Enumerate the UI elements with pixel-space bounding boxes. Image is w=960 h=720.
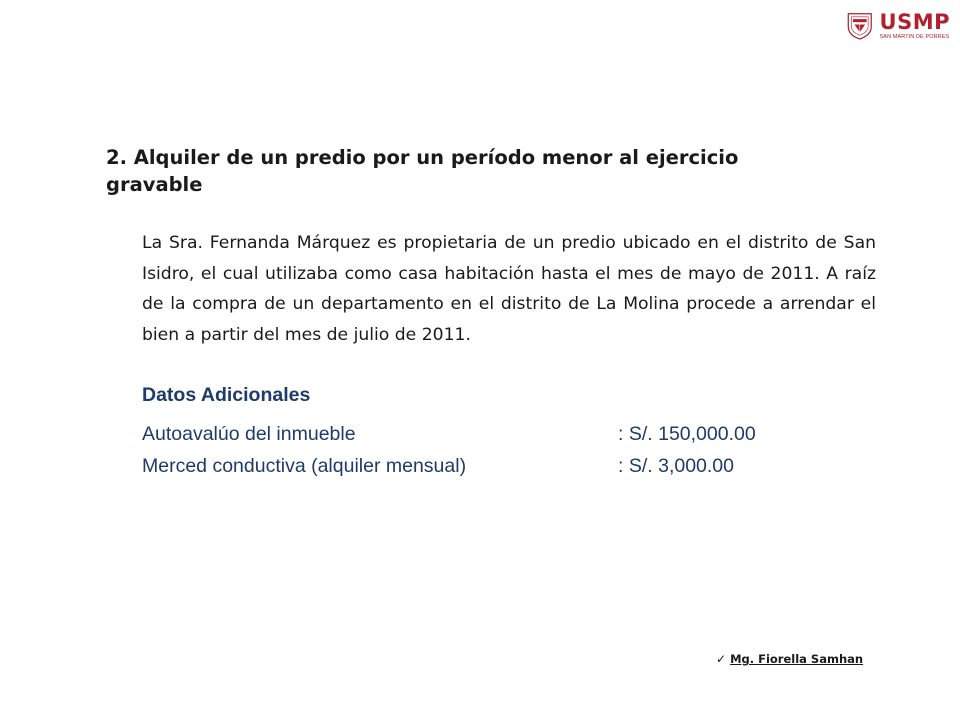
logo-wordmark: USMP <box>879 9 950 34</box>
additional-data-heading: Datos Adicionales <box>142 384 311 406</box>
usmp-logo <box>846 6 950 46</box>
case-paragraph: La Sra. Fernanda Márquez es propietaria de un predio ubicado en el distrito de San Isidro, el cual utilizaba como casa habitación hasta el mes de mayo de 2011. A raíz de la compra de un departamento en el distrito de La Molina procede a arrendar el bien a partir del mes de julio de 2011. <box>142 233 876 345</box>
slide-title: 2. Alquiler de un predio por un período menor al ejercicio gravable <box>106 146 739 196</box>
checkmark-icon: ✓ <box>716 652 727 666</box>
university-seal-icon <box>846 7 874 45</box>
data-row-value: : S/. 150,000.00 <box>618 423 756 445</box>
data-row-label: Merced conductiva (alquiler mensual) <box>142 455 467 477</box>
data-row-autoavaluo <box>142 423 842 453</box>
logo-subtitle: SAN MARTIN DE PORRES <box>879 33 950 40</box>
data-row-label: Autoavalúo del inmueble <box>142 423 356 445</box>
author-signature <box>716 652 863 666</box>
author-name: Mg. Fiorella Samhan <box>730 652 864 666</box>
data-row-value: : S/. 3,000.00 <box>618 455 735 477</box>
data-row-merced <box>142 455 842 485</box>
